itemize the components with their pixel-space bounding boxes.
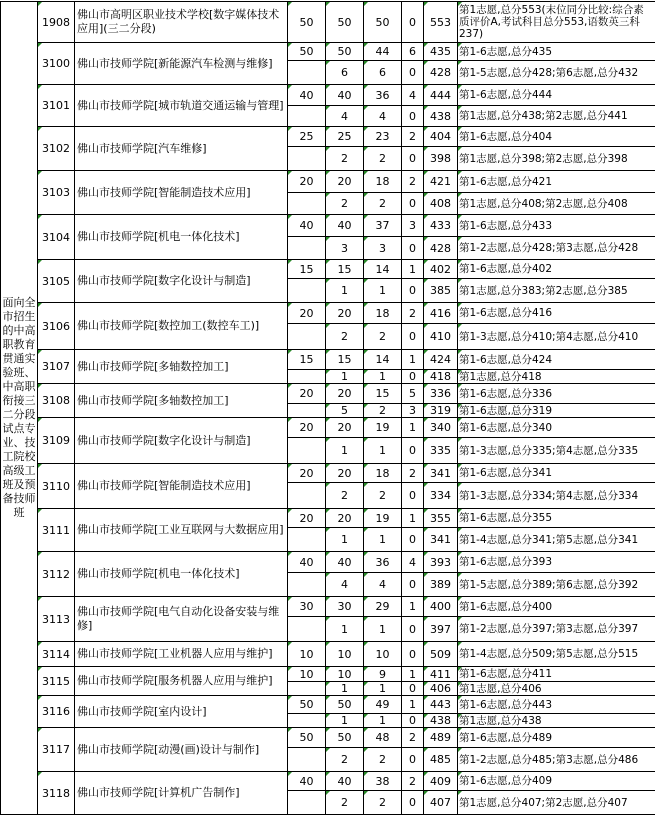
plan-count [288,438,326,464]
plan-count: 20 [288,418,326,438]
plan-count [288,370,326,384]
min-score: 404 [424,127,458,147]
admission-note: 第1-6志愿,总分416 [458,303,655,324]
admission-table [0,1,655,815]
enroll-plan: 1 [326,682,364,696]
plan-count: 20 [288,464,326,483]
vacancy-count: 0 [402,748,424,772]
enroll-plan: 4 [326,106,364,127]
vacancy-count: 3 [402,404,424,418]
admission-note: 第1-6志愿,总分340 [458,418,655,438]
admitted-count: 6 [364,61,402,85]
vacancy-count: 3 [402,215,424,237]
admission-note: 第1志愿,总分406 [458,682,655,696]
plan-count: 10 [288,667,326,682]
table-row [1,418,655,438]
admitted-count: 1 [364,714,402,728]
major-code: 3101 [38,85,75,127]
admitted-count: 2 [364,147,402,171]
school-major: 佛山市技师学院[数字化设计与制造] [75,260,288,303]
major-code: 3109 [38,418,75,464]
school-major: 佛山市技师学院[汽车维修] [75,127,288,171]
school-major: 佛山市技师学院[数控加工(数控车工)] [75,303,288,350]
vacancy-count: 0 [402,106,424,127]
min-score: 485 [424,748,458,772]
vacancy-count: 1 [402,667,424,682]
min-score: 336 [424,384,458,404]
vacancy-count: 0 [402,193,424,215]
admitted-count: 2 [364,193,402,215]
admitted-count: 4 [364,106,402,127]
major-code: 3104 [38,215,75,260]
admitted-count: 3 [364,237,402,260]
enroll-plan: 5 [326,404,364,418]
admission-note: 第1-5志愿,总分428;第6志愿,总分432 [458,61,655,85]
vacancy-count: 2 [402,171,424,193]
admission-note: 第1志愿,总分418 [458,370,655,384]
admitted-count: 15 [364,384,402,404]
min-score: 421 [424,171,458,193]
admission-note: 第1-6志愿,总分433 [458,215,655,237]
admitted-count: 2 [364,483,402,509]
enroll-plan: 10 [326,667,364,682]
enroll-plan: 1 [326,279,364,303]
admission-note: 第1-6志愿,总分409 [458,772,655,791]
plan-count: 40 [288,552,326,573]
school-major: 佛山市技师学院[室内设计] [75,696,288,728]
vacancy-count: 1 [402,260,424,279]
enroll-plan: 1 [326,617,364,642]
vacancy-count: 2 [402,464,424,483]
min-score: 402 [424,260,458,279]
min-score: 433 [424,215,458,237]
admission-note: 第1-3志愿,总分334;第4志愿,总分334 [458,483,655,509]
school-major: 佛山市技师学院[智能制造技术应用] [75,171,288,215]
plan-count: 50 [288,43,326,61]
plan-count [288,483,326,509]
admission-note: 第1-6志愿,总分319 [458,404,655,418]
min-score: 438 [424,106,458,127]
plan-count: 15 [288,260,326,279]
vacancy-count: 0 [402,682,424,696]
vacancy-count: 1 [402,509,424,528]
school-major: 佛山市技师学院[智能制造技术应用] [75,464,288,509]
min-score: 407 [424,791,458,815]
enroll-plan: 1 [326,438,364,464]
vacancy-count: 0 [402,483,424,509]
enroll-plan: 20 [326,384,364,404]
enroll-plan: 1 [326,714,364,728]
school-major: 佛山市技师学院[城市轨道交通运输与管理] [75,85,288,127]
vacancy-count: 0 [402,528,424,552]
table-row [1,384,655,404]
admission-note: 第1志愿,总分398;第2志愿,总分398 [458,147,655,171]
admission-note: 第1志愿,总分407;第2志愿,总分407 [458,791,655,815]
school-major: 佛山市技师学院[数字化设计与制造] [75,418,288,464]
min-score: 397 [424,617,458,642]
min-score: 553 [424,2,458,43]
major-code: 3115 [38,667,75,696]
enroll-plan: 4 [326,573,364,597]
vacancy-count: 0 [402,237,424,260]
admission-note: 第1-6志愿,总分355 [458,509,655,528]
school-major: 佛山市高明区职业技术学校[数字媒体技术应用](三二分段) [75,2,288,43]
vacancy-count: 0 [402,147,424,171]
plan-count: 10 [288,642,326,667]
min-score: 443 [424,696,458,714]
school-major: 佛山市技师学院[多轴数控加工] [75,384,288,418]
major-code: 3111 [38,509,75,552]
admission-note: 第1-6志愿,总分435 [458,43,655,61]
admission-note: 第1-6志愿,总分341 [458,464,655,483]
enroll-plan: 3 [326,237,364,260]
enroll-plan: 20 [326,303,364,324]
min-score: 385 [424,279,458,303]
vacancy-count: 0 [402,2,424,43]
min-score: 340 [424,418,458,438]
admitted-count: 14 [364,350,402,370]
admitted-count: 2 [364,791,402,815]
plan-count [288,617,326,642]
vacancy-count: 0 [402,714,424,728]
vacancy-count: 2 [402,303,424,324]
plan-count [288,106,326,127]
admitted-count: 36 [364,85,402,106]
table-row [1,127,655,147]
admission-note: 第1志愿,总分438 [458,714,655,728]
admission-note: 第1志愿,总分408;第2志愿,总分408 [458,193,655,215]
admission-note: 第1志愿,总分383;第2志愿,总分385 [458,279,655,303]
plan-count: 50 [288,728,326,748]
plan-count: 20 [288,303,326,324]
admitted-count: 1 [364,438,402,464]
enroll-plan: 40 [326,552,364,573]
major-code: 3117 [38,728,75,772]
enroll-plan: 50 [326,728,364,748]
table-row [1,667,655,682]
table-row [1,772,655,791]
min-score: 409 [424,772,458,791]
min-score: 418 [424,370,458,384]
plan-count [288,404,326,418]
min-score: 424 [424,350,458,370]
school-major: 佛山市技师学院[电气自动化设备安装与维修] [75,597,288,642]
table-row [1,552,655,573]
major-code: 3114 [38,642,75,667]
admitted-count: 2 [364,324,402,350]
admitted-count: 38 [364,772,402,791]
enroll-plan: 10 [326,642,364,667]
min-score: 435 [424,43,458,61]
enroll-plan: 6 [326,61,364,85]
enroll-plan: 20 [326,418,364,438]
vacancy-count: 0 [402,791,424,815]
major-code: 3110 [38,464,75,509]
vacancy-count: 2 [402,728,424,748]
admitted-count: 4 [364,573,402,597]
school-major: 佛山市技师学院[动漫(画)设计与制作] [75,728,288,772]
admission-note: 第1-6志愿,总分424 [458,350,655,370]
admission-note: 第1-3志愿,总分410;第4志愿,总分410 [458,324,655,350]
min-score: 389 [424,573,458,597]
admission-note: 第1-5志愿,总分389;第6志愿,总分392 [458,573,655,597]
vacancy-count: 5 [402,384,424,404]
admission-note: 第1-6志愿,总分444 [458,85,655,106]
vacancy-count: 0 [402,61,424,85]
min-score: 444 [424,85,458,106]
min-score: 393 [424,552,458,573]
vacancy-count: 4 [402,552,424,573]
admitted-count: 50 [364,2,402,43]
plan-count: 15 [288,350,326,370]
school-major: 佛山市技师学院[新能源汽车检测与维修] [75,43,288,85]
plan-count [288,748,326,772]
major-code: 3108 [38,384,75,418]
enroll-plan: 2 [326,193,364,215]
admitted-count: 23 [364,127,402,147]
enroll-plan: 2 [326,791,364,815]
plan-count [288,61,326,85]
admission-note: 第1-6志愿,总分421 [458,171,655,193]
category-cell: 面向全市招生的中高职教育贯通实验班、中高职衔接三二分段试点专业、技工院校高级工班及预备技师班 [1,2,38,815]
admission-note: 第1-4志愿,总分509;第5志愿,总分515 [458,642,655,667]
admission-note: 第1-6志愿,总分400 [458,597,655,617]
min-score: 400 [424,597,458,617]
vacancy-count: 0 [402,279,424,303]
enroll-plan: 20 [326,171,364,193]
vacancy-count: 0 [402,324,424,350]
enroll-plan: 15 [326,260,364,279]
enroll-plan: 25 [326,127,364,147]
enroll-plan: 30 [326,597,364,617]
admitted-count: 18 [364,303,402,324]
plan-count: 50 [288,2,326,43]
min-score: 355 [424,509,458,528]
vacancy-count: 0 [402,617,424,642]
plan-count [288,279,326,303]
plan-count [288,147,326,171]
min-score: 406 [424,682,458,696]
plan-count [288,573,326,597]
school-major: 佛山市技师学院[工业机器人应用与维护] [75,642,288,667]
enroll-plan: 20 [326,509,364,528]
admitted-count: 37 [364,215,402,237]
admitted-count: 18 [364,171,402,193]
plan-count: 20 [288,384,326,404]
vacancy-count: 0 [402,573,424,597]
major-code: 3116 [38,696,75,728]
vacancy-count: 0 [402,438,424,464]
table-row [1,215,655,237]
table-row [1,85,655,106]
admitted-count: 49 [364,696,402,714]
admitted-count: 2 [364,748,402,772]
vacancy-count: 1 [402,597,424,617]
admission-note: 第1-6志愿,总分443 [458,696,655,714]
min-score: 428 [424,61,458,85]
min-score: 411 [424,667,458,682]
enroll-plan: 40 [326,215,364,237]
plan-count [288,682,326,696]
table-row [1,464,655,483]
min-score: 341 [424,464,458,483]
enroll-plan: 2 [326,748,364,772]
enroll-plan: 50 [326,2,364,43]
admission-note: 第1-4志愿,总分341;第5志愿,总分341 [458,528,655,552]
table-row [1,350,655,370]
plan-count [288,528,326,552]
major-code: 3113 [38,597,75,642]
admitted-count: 19 [364,509,402,528]
enroll-plan: 1 [326,370,364,384]
min-score: 509 [424,642,458,667]
major-code: 3105 [38,260,75,303]
admission-note: 第1志愿,总分553(末位同分比较:综合素质评价A,考试科目总分553,语数英三科237) [458,2,655,43]
min-score: 335 [424,438,458,464]
vacancy-count: 2 [402,127,424,147]
plan-count: 20 [288,171,326,193]
table-row [1,2,655,43]
enroll-plan: 2 [326,147,364,171]
vacancy-count: 0 [402,642,424,667]
admitted-count: 1 [364,528,402,552]
admitted-count: 2 [364,404,402,418]
school-major: 佛山市技师学院[计算机广告制作] [75,772,288,815]
vacancy-count: 6 [402,43,424,61]
major-code: 3118 [38,772,75,815]
plan-count: 40 [288,772,326,791]
major-code: 3112 [38,552,75,597]
plan-count: 40 [288,215,326,237]
school-major: 佛山市技师学院[机电一体化技术] [75,552,288,597]
admitted-count: 18 [364,464,402,483]
enroll-plan: 2 [326,324,364,350]
major-code: 3103 [38,171,75,215]
admission-note: 第1-6志愿,总分402 [458,260,655,279]
major-code: 3100 [38,43,75,85]
table-row [1,509,655,528]
admitted-count: 36 [364,552,402,573]
vacancy-count: 1 [402,418,424,438]
plan-count: 25 [288,127,326,147]
admission-table-body [1,2,655,815]
min-score: 438 [424,714,458,728]
admitted-count: 1 [364,370,402,384]
admitted-count: 44 [364,43,402,61]
admitted-count: 1 [364,682,402,696]
admitted-count: 10 [364,642,402,667]
min-score: 428 [424,237,458,260]
enroll-plan: 50 [326,43,364,61]
plan-count [288,714,326,728]
vacancy-count: 4 [402,85,424,106]
plan-count [288,791,326,815]
admitted-count: 14 [364,260,402,279]
admitted-count: 9 [364,667,402,682]
min-score: 398 [424,147,458,171]
admitted-count: 19 [364,418,402,438]
min-score: 319 [424,404,458,418]
table-row [1,260,655,279]
admission-note: 第1-6志愿,总分411 [458,667,655,682]
table-row [1,171,655,193]
enroll-plan: 40 [326,85,364,106]
admission-note: 第1-3志愿,总分335;第4志愿,总分335 [458,438,655,464]
admission-note: 第1-2志愿,总分397;第3志愿,总分397 [458,617,655,642]
school-major: 佛山市技师学院[工业互联网与大数据应用] [75,509,288,552]
plan-count [288,237,326,260]
admission-note: 第1-6志愿,总分336 [458,384,655,404]
enroll-plan: 1 [326,528,364,552]
school-major: 佛山市技师学院[机电一体化技术] [75,215,288,260]
plan-count [288,193,326,215]
plan-count: 30 [288,597,326,617]
enroll-plan: 15 [326,350,364,370]
admission-note: 第1-6志愿,总分404 [458,127,655,147]
plan-count: 40 [288,85,326,106]
vacancy-count: 0 [402,370,424,384]
vacancy-count: 1 [402,696,424,714]
admission-note: 第1志愿,总分438;第2志愿,总分441 [458,106,655,127]
table-row [1,303,655,324]
table-row [1,43,655,61]
enroll-plan: 50 [326,696,364,714]
table-row [1,728,655,748]
major-code: 3102 [38,127,75,171]
school-major: 佛山市技师学院[服务机器人应用与维护] [75,667,288,696]
min-score: 334 [424,483,458,509]
table-row [1,696,655,714]
major-code: 3106 [38,303,75,350]
enroll-plan: 20 [326,464,364,483]
enroll-plan: 40 [326,772,364,791]
min-score: 489 [424,728,458,748]
admission-note: 第1-6志愿,总分393 [458,552,655,573]
admitted-count: 1 [364,279,402,303]
min-score: 408 [424,193,458,215]
vacancy-count: 1 [402,350,424,370]
plan-count [288,324,326,350]
admitted-count: 48 [364,728,402,748]
plan-count: 20 [288,509,326,528]
major-code: 1908 [38,2,75,43]
min-score: 416 [424,303,458,324]
enroll-plan: 2 [326,483,364,509]
school-major: 佛山市技师学院[多轴数控加工] [75,350,288,384]
table-row [1,642,655,667]
admission-note: 第1-2志愿,总分485;第3志愿,总分486 [458,748,655,772]
admitted-count: 1 [364,617,402,642]
plan-count: 50 [288,696,326,714]
admission-note: 第1-6志愿,总分489 [458,728,655,748]
admitted-count: 29 [364,597,402,617]
min-score: 410 [424,324,458,350]
admission-note: 第1-2志愿,总分428;第3志愿,总分428 [458,237,655,260]
table-row [1,597,655,617]
min-score: 341 [424,528,458,552]
vacancy-count: 2 [402,772,424,791]
major-code: 3107 [38,350,75,384]
